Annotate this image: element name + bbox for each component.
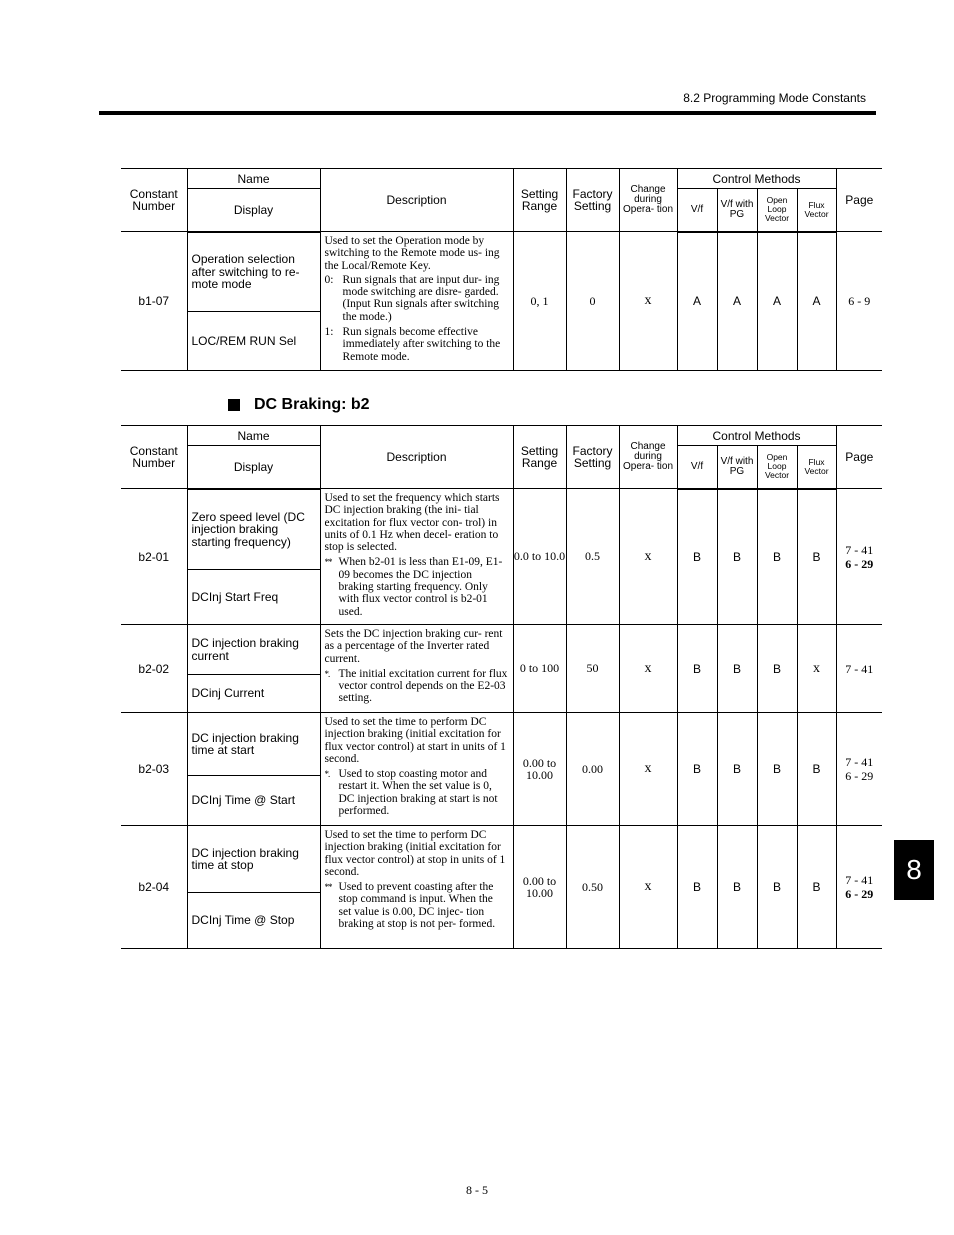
col-vf-pg: V/f with PG bbox=[717, 189, 757, 232]
vf-access: A bbox=[677, 232, 717, 371]
flux-access: A bbox=[797, 232, 836, 371]
note-marker: ** bbox=[324, 882, 332, 893]
col-display: Display bbox=[187, 446, 320, 489]
description-intro: Used to set the frequency which starts DC injection braking (the ini- tial excitation for flux vector con- trol) in units of 0.1 Hz when decel- eration to stop is selected. bbox=[324, 492, 500, 554]
chapter-tab: 8 bbox=[894, 840, 934, 900]
table-row bbox=[121, 713, 882, 776]
note-marker: ** bbox=[324, 557, 332, 568]
col-vf-pg: V/f with PG bbox=[717, 446, 757, 489]
table-row bbox=[121, 625, 882, 675]
parameter-description bbox=[320, 826, 513, 949]
col-description: Description bbox=[320, 426, 513, 489]
item-label: 1: bbox=[324, 326, 334, 339]
note-marker: *. bbox=[324, 769, 330, 780]
col-flux-vector: Flux Vector bbox=[797, 189, 836, 232]
vf-pg-access: B bbox=[717, 826, 757, 949]
change-during-operation: x bbox=[619, 232, 677, 371]
item-text: Run signals that are input dur- ing mode switching are disre- garded. (Input Run signals after switching the mode.) bbox=[342, 273, 500, 323]
change-during-operation: x bbox=[619, 713, 677, 826]
header-rule bbox=[99, 111, 876, 115]
flux-access: B bbox=[797, 713, 836, 826]
square-bullet-icon bbox=[228, 399, 240, 411]
page-ref-1: 7 - 41 bbox=[845, 755, 874, 769]
vf-pg-access: B bbox=[717, 713, 757, 826]
parameter-display: DCInj Time @ Start bbox=[187, 776, 320, 826]
page-ref-2: 6 - 29 bbox=[845, 887, 874, 901]
description-note bbox=[325, 668, 509, 705]
factory-setting: 0.00 bbox=[566, 713, 619, 826]
section-title-text: DC Braking: b2 bbox=[254, 396, 370, 413]
col-control-methods: Control Methods bbox=[677, 169, 836, 189]
parameter-display: DCInj Time @ Stop bbox=[187, 893, 320, 949]
parameter-name: Zero speed level (DC injection braking starting frequency) bbox=[187, 489, 320, 570]
note-text: When b2-01 is less than E1-09, E1-09 becomes the DC injection braking starting frequency. Only with flux vector control is b2-01 used. bbox=[338, 556, 503, 618]
description-intro: Used to set the time to perform DC injection braking (initial excitation for flux vector control) at stop in units of 1 second. bbox=[324, 829, 506, 878]
col-setting-range: Setting Range bbox=[513, 169, 566, 232]
description-item bbox=[325, 326, 509, 363]
parameter-description bbox=[320, 713, 513, 826]
parameter-display: LOC/REM RUN Sel bbox=[187, 312, 320, 371]
factory-setting: 0.5 bbox=[566, 489, 619, 625]
col-open-loop-vector: Open Loop Vector bbox=[757, 446, 797, 489]
olv-access: B bbox=[757, 625, 797, 713]
constants-table-b2 bbox=[121, 425, 882, 949]
factory-setting: 0 bbox=[566, 232, 619, 371]
vf-access: B bbox=[677, 713, 717, 826]
constant-number: b1-07 bbox=[121, 232, 187, 371]
change-during-operation: x bbox=[619, 625, 677, 713]
running-head: 8.2 Programming Mode Constants bbox=[683, 91, 866, 105]
col-constant-number: Constant Number bbox=[121, 169, 187, 232]
col-vf: V/f bbox=[677, 446, 717, 489]
description-intro: Used to set the time to perform DC injection braking (initial excitation for flux vector control) at start in units of 1 second. bbox=[324, 716, 506, 765]
olv-access: B bbox=[757, 826, 797, 949]
item-text: Run signals become effective immediately after switching to the Remote mode. bbox=[342, 326, 501, 363]
col-factory-setting: Factory Setting bbox=[566, 426, 619, 489]
parameter-description bbox=[320, 489, 513, 625]
note-text: The initial excitation current for flux vector control depends on the E2-03 setting. bbox=[338, 667, 508, 705]
constants-table-b1 bbox=[121, 168, 882, 371]
parameter-description bbox=[320, 232, 513, 371]
page-reference bbox=[836, 826, 882, 949]
factory-setting: 0.50 bbox=[566, 826, 619, 949]
note-text: Used to prevent coasting after the stop command is input. When the set value is 0.00, DC injec- tion braking at stop is not per- formed. bbox=[338, 881, 496, 931]
col-page: Page bbox=[836, 426, 882, 489]
col-name: Name bbox=[187, 426, 320, 446]
flux-access: B bbox=[797, 489, 836, 625]
setting-range: 0 to 100 bbox=[513, 625, 566, 713]
olv-access: B bbox=[757, 489, 797, 625]
flux-access: B bbox=[797, 826, 836, 949]
vf-pg-access: B bbox=[717, 625, 757, 713]
page-ref-1: 7 - 41 bbox=[845, 873, 874, 887]
parameter-name: DC injection braking time at start bbox=[187, 713, 320, 776]
constant-number: b2-04 bbox=[121, 826, 187, 949]
page-reference: 6 - 9 bbox=[836, 232, 882, 371]
parameter-display: DCInj Start Freq bbox=[187, 570, 320, 625]
parameter-name: Operation selection after switching to re- mote mode bbox=[187, 232, 320, 312]
description-item bbox=[325, 274, 509, 323]
vf-pg-access: A bbox=[717, 232, 757, 371]
constant-number: b2-02 bbox=[121, 625, 187, 713]
page-reference bbox=[836, 713, 882, 826]
table-row bbox=[121, 232, 882, 312]
change-during-operation: x bbox=[619, 826, 677, 949]
col-name: Name bbox=[187, 169, 320, 189]
page-ref-2: 6 - 29 bbox=[845, 556, 874, 571]
olv-access: B bbox=[757, 713, 797, 826]
constant-number: b2-03 bbox=[121, 713, 187, 826]
parameter-name: DC injection braking current bbox=[187, 625, 320, 675]
note-marker: *. bbox=[324, 668, 330, 679]
description-note bbox=[325, 768, 509, 817]
page-reference bbox=[836, 625, 882, 713]
setting-range: 0.0 to 10.0 bbox=[513, 489, 566, 625]
vf-access: B bbox=[677, 826, 717, 949]
setting-range: 0, 1 bbox=[513, 232, 566, 371]
col-change-during-operation: Change during Opera- tion bbox=[619, 426, 677, 489]
col-constant-number: Constant Number bbox=[121, 426, 187, 489]
col-flux-vector: Flux Vector bbox=[797, 446, 836, 489]
setting-range: 0.00 to 10.00 bbox=[513, 713, 566, 826]
table-row bbox=[121, 826, 882, 893]
page-ref-2: 6 - 29 bbox=[845, 769, 874, 783]
col-factory-setting: Factory Setting bbox=[566, 169, 619, 232]
description-note bbox=[325, 556, 509, 617]
factory-setting: 50 bbox=[566, 625, 619, 713]
parameter-name: DC injection braking time at stop bbox=[187, 826, 320, 893]
col-description: Description bbox=[320, 169, 513, 232]
setting-range: 0.00 to 10.00 bbox=[513, 826, 566, 949]
vf-access: B bbox=[677, 489, 717, 625]
vf-pg-access: B bbox=[717, 489, 757, 625]
col-display: Display bbox=[187, 189, 320, 232]
parameter-display: DCinj Current bbox=[187, 675, 320, 713]
section-title bbox=[228, 396, 370, 414]
col-control-methods: Control Methods bbox=[677, 426, 836, 446]
page-ref-1: 7 - 41 bbox=[845, 661, 874, 676]
description-note bbox=[325, 881, 509, 930]
note-text: Used to stop coasting motor and restart it. When the set value is 0, DC injection braking at start is not performed. bbox=[338, 768, 498, 818]
col-open-loop-vector: Open Loop Vector bbox=[757, 189, 797, 232]
constant-number: b2-01 bbox=[121, 489, 187, 625]
col-setting-range: Setting Range bbox=[513, 426, 566, 489]
description-intro: Sets the DC injection braking cur- rent as a percentage of the Inverter rated current. bbox=[324, 628, 503, 665]
change-during-operation: x bbox=[619, 489, 677, 625]
page-reference bbox=[836, 489, 882, 625]
table-row bbox=[121, 489, 882, 570]
item-label: 0: bbox=[324, 273, 334, 286]
olv-access: A bbox=[757, 232, 797, 371]
parameter-description bbox=[320, 625, 513, 713]
col-change-during-operation: Change during Opera- tion bbox=[619, 169, 677, 232]
vf-access: B bbox=[677, 625, 717, 713]
description-intro: Used to set the Operation mode by switching to the Remote mode us- ing the Local/Remote Key. bbox=[324, 235, 500, 272]
col-page: Page bbox=[836, 169, 882, 232]
col-vf: V/f bbox=[677, 189, 717, 232]
flux-access: x bbox=[797, 625, 836, 713]
page-number: 8 - 5 bbox=[466, 1183, 488, 1197]
page-ref-1: 7 - 41 bbox=[845, 542, 874, 557]
